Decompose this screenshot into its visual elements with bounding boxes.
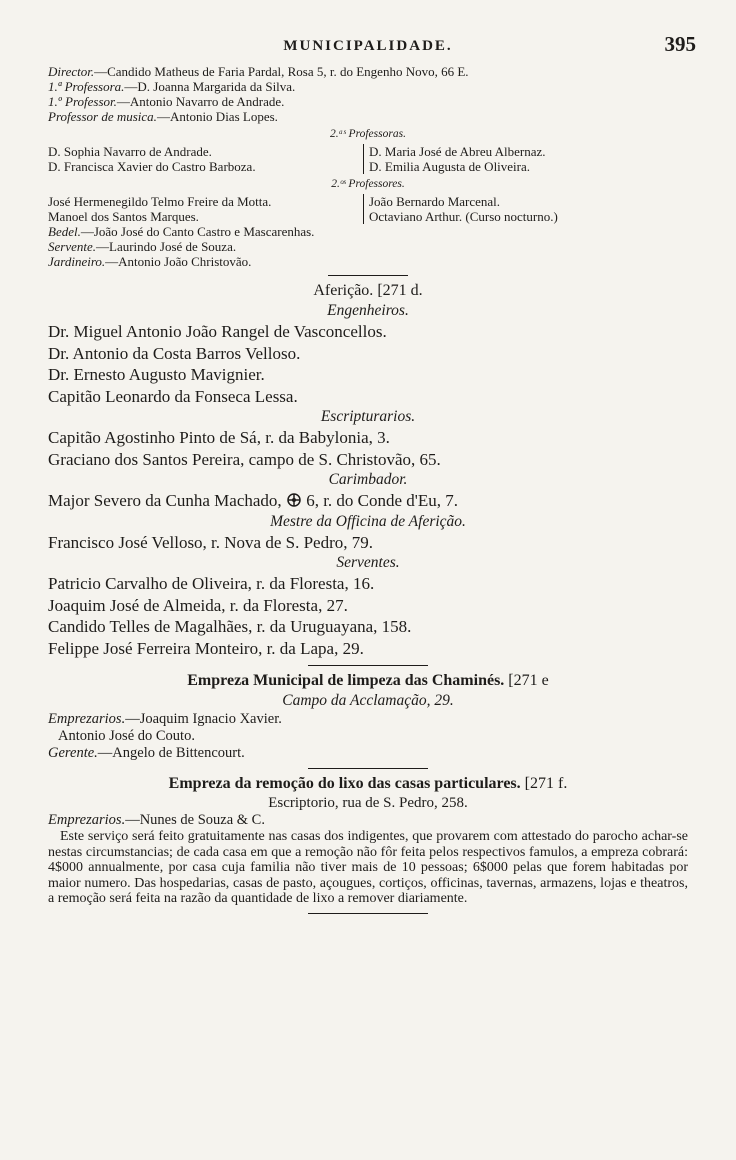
lixo-emprezarios-label: Emprezarios. <box>48 812 126 828</box>
lixo-emprezarios-line <box>48 812 688 829</box>
school-staff-section <box>48 64 688 269</box>
serventes-heading: Serventes. <box>336 554 400 571</box>
list-item: Joaquim José de Almeida, r. da Floresta, 27. <box>48 595 348 615</box>
chamines-title <box>48 672 688 690</box>
carimbador-line <box>48 490 688 512</box>
professora1-line <box>48 79 688 94</box>
professoras2-columns <box>48 144 688 174</box>
carimbador-address: 6, r. do Conde d'Eu, 7. <box>306 491 458 510</box>
chamines-emprezarios-text: —Joaquim Ignacio Xavier. <box>125 711 282 727</box>
list-item: Manoel dos Santos Marques. <box>48 209 199 224</box>
lixo-emprezarios-text: —Nunes de Souza & C. <box>125 812 265 828</box>
chamines-staff <box>48 711 688 762</box>
professores2-heading: 2.ᵒˢ Professores. <box>331 178 405 190</box>
section-divider <box>308 665 428 666</box>
lixo-title <box>48 775 688 793</box>
chamines-gerente-line <box>48 745 688 762</box>
professora1-text: —D. Joanna Margarida da Silva. <box>124 79 296 94</box>
professores2-columns <box>48 194 688 224</box>
chamines-section <box>48 672 688 762</box>
list-item: Dr. Ernesto Augusto Mavignier. <box>48 365 265 384</box>
mestre-line: Francisco José Velloso, r. Nova de S. Pedro, 79. <box>48 532 374 552</box>
list-item: Dr. Miguel Antonio João Rangel de Vasconcellos. <box>48 322 387 341</box>
chamines-emprezarios-line <box>48 711 688 728</box>
list-item: José Hermenegildo Telmo Freire da Motta. <box>48 194 272 209</box>
list-item: Capitão Agostinho Pinto de Sá, r. da Babylonia, 3. <box>48 428 390 447</box>
chamines-ref: [271 e <box>508 672 549 689</box>
list-item: Dr. Antonio da Costa Barros Velloso. <box>48 343 301 363</box>
order-insignia-icon <box>286 492 302 508</box>
engenheiros-list <box>48 321 688 407</box>
professor1-label: 1.º Professor. <box>48 94 117 109</box>
list-item: Felippe José Ferreira Monteiro, r. da Lapa, 29. <box>48 638 364 658</box>
afericao-title-text: Aferição. <box>313 282 374 299</box>
servente-label: Servente. <box>48 239 97 254</box>
musica-line <box>48 109 688 124</box>
afericao-section <box>48 282 688 659</box>
escripturarios-heading: Escripturarios. <box>320 408 416 425</box>
carimbador-name: Major Severo da Cunha Machado, <box>48 491 282 510</box>
bedel-line <box>48 224 688 239</box>
mestre-heading: Mestre da Officina de Aferição. <box>270 512 466 530</box>
afericao-ref: [271 d. <box>377 282 423 299</box>
musica-label: Professor de musica. <box>48 109 157 124</box>
list-item: D. Emilia Augusta de Oliveira. <box>369 159 531 174</box>
servente-text: —Laurindo José de Souza. <box>96 239 237 254</box>
lixo-paragraph: Este serviço será feito gratuitamente nas casas dos indigentes, que provarem com attestado do parocho achar-se nestas circumstancias; de cada casa em que a remoção não fôr feita pelos respectivos famulos, a empreza cobrará: 4$000 annualmente, por casa cuja familia não tiver mais de 10 pessoas; 6$000 pelas que forem habitadas por maior numero. Das hospedarias, casas de pasto, açougues, cortiços, officinas, tavernas, armazens, lojas e theatros, a remoção será feita na razão da quantidade de lixo a remover diariamente. <box>48 829 688 907</box>
list-item: D. Sophia Navarro de Andrade. <box>48 144 212 159</box>
serventes-list <box>48 573 688 659</box>
professores2-left <box>48 194 363 224</box>
professoras2-left <box>48 144 363 174</box>
chamines-gerente-text: —Angelo de Bittencourt. <box>97 745 245 761</box>
list-item: Graciano dos Santos Pereira, campo de S. Christovão, 65. <box>48 449 441 469</box>
list-item: Candido Telles de Magalhães, r. da Uruguayana, 158. <box>48 617 412 636</box>
musica-text: —Antonio Dias Lopes. <box>156 109 278 124</box>
list-item: João Bernardo Marcenal. <box>369 194 501 209</box>
list-item: D. Maria José de Abreu Albernaz. <box>369 144 546 159</box>
list-item: Patricio Carvalho de Oliveira, r. da Floresta, 16. <box>48 574 375 593</box>
jardineiro-text: —Antonio João Christovão. <box>105 254 252 269</box>
list-item: D. Francisca Xavier do Castro Barboza. <box>48 159 256 174</box>
escripturarios-list <box>48 427 688 470</box>
lixo-section <box>48 775 688 907</box>
jardineiro-label: Jardineiro. <box>48 254 106 269</box>
professor1-line <box>48 94 688 109</box>
professoras2-heading: 2.ᵃˢ Professoras. <box>330 128 406 140</box>
chamines-address: Campo da Acclamação, 29. <box>282 692 454 709</box>
lixo-address: Escriptorio, rua de S. Pedro, 258. <box>268 795 468 811</box>
director-text: —Candido Matheus de Faria Pardal, Rosa 5, r. do Engenho Novo, 66 E. <box>94 64 469 79</box>
chamines-emprezario2: Antonio José do Couto. <box>58 728 195 744</box>
page-title: MUNICIPALIDADE. <box>283 38 453 54</box>
chamines-title-text: Empreza Municipal de limpeza das Chaminés. <box>187 672 505 689</box>
bedel-text: —João José do Canto Castro e Mascarenhas. <box>80 224 315 239</box>
engenheiros-heading: Engenheiros. <box>327 302 409 319</box>
section-divider <box>308 768 428 769</box>
afericao-title <box>48 282 688 300</box>
list-item: Octaviano Arthur. (Curso nocturno.) <box>369 209 558 224</box>
list-item: Capitão Leonardo da Fonseca Lessa. <box>48 386 298 406</box>
document-page <box>48 30 696 920</box>
director-line <box>48 64 688 79</box>
section-divider <box>308 913 428 914</box>
servente-line <box>48 239 688 254</box>
professora1-label: 1.ª Professora. <box>48 79 125 94</box>
lixo-ref: [271 f. <box>524 775 568 792</box>
chamines-emprezarios-label: Emprezarios. <box>48 711 126 727</box>
professor1-text: —Antonio Navarro de Andrade. <box>116 94 285 109</box>
section-divider <box>328 275 408 276</box>
jardineiro-line <box>48 254 688 269</box>
page-header <box>48 30 696 64</box>
carimbador-heading: Carimbador. <box>328 471 408 488</box>
bedel-label: Bedel. <box>48 224 81 239</box>
lixo-title-text: Empreza da remoção do lixo das casas particulares. <box>168 775 521 792</box>
page-number: 395 <box>664 32 696 56</box>
director-label: Director. <box>48 64 95 79</box>
professoras2-right <box>363 144 546 174</box>
chamines-gerente-label: Gerente. <box>48 745 98 761</box>
professores2-right <box>363 194 558 224</box>
